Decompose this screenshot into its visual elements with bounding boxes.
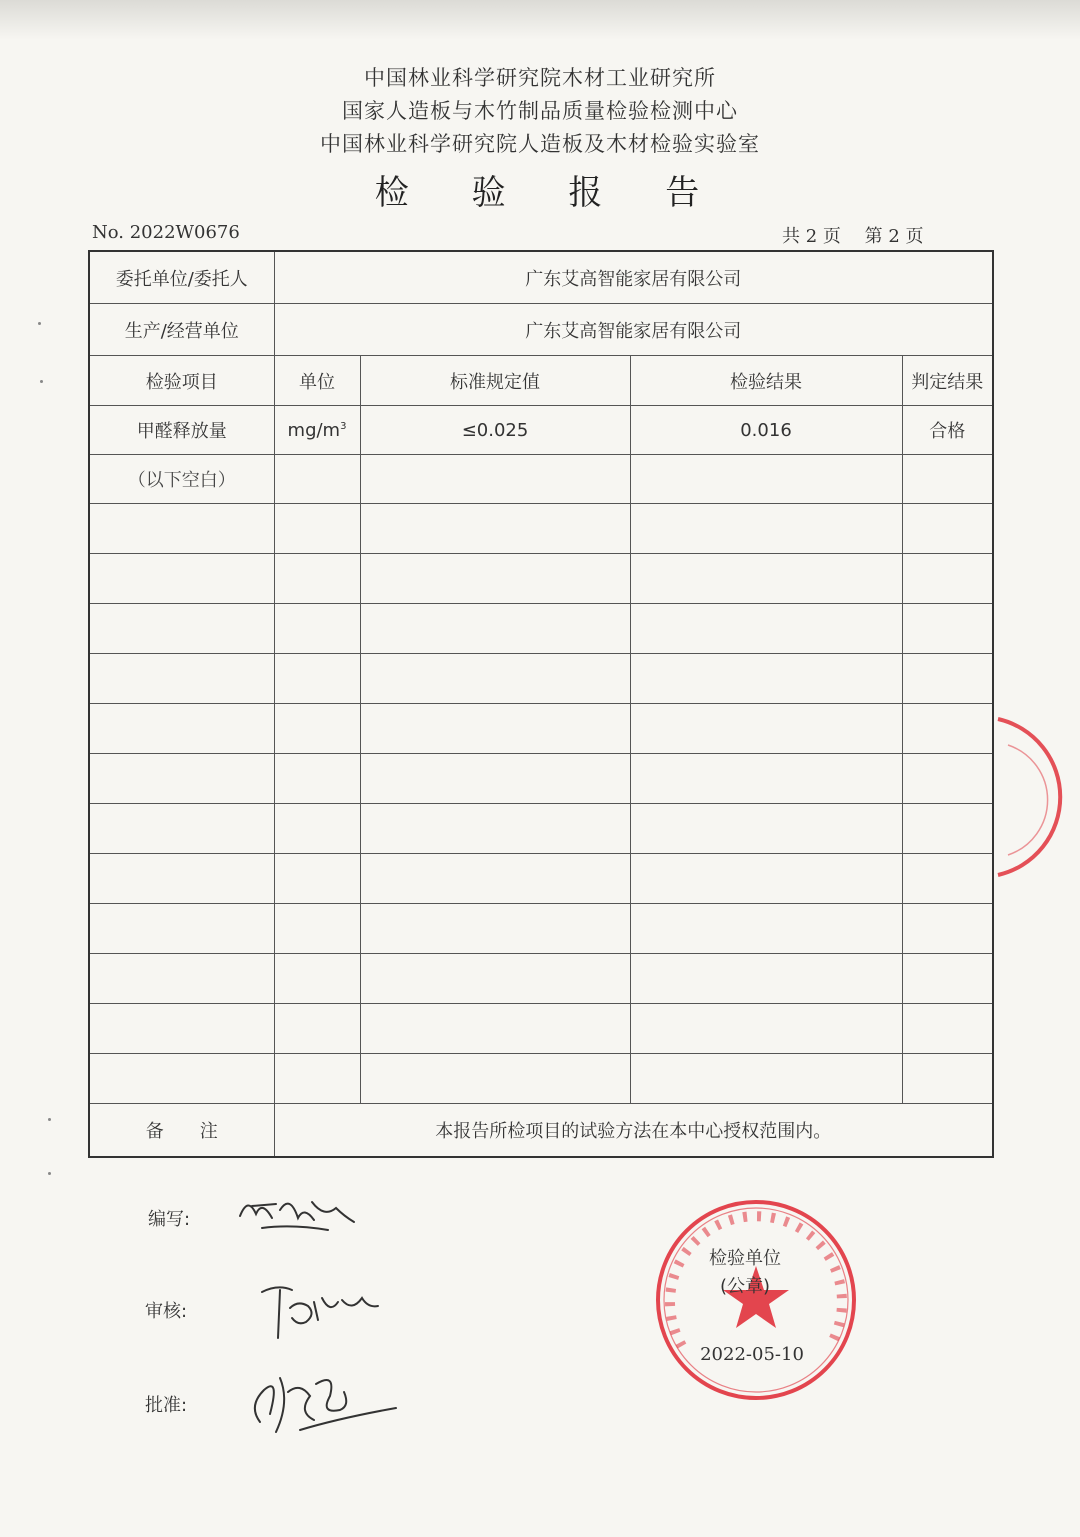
reviewer-signature: [252, 1278, 392, 1348]
remark-label: 备 注: [89, 1104, 274, 1158]
seal-inner-line-1: 检验单位: [709, 1248, 781, 1269]
table-header-row: [89, 356, 993, 406]
partial-seal-right: [994, 715, 1080, 885]
org-line-2: 国家人造板与木竹制品质量检验检测中心: [342, 99, 738, 123]
blank-row: [89, 854, 993, 904]
blank-row: [89, 504, 993, 554]
row-result: 0.016: [630, 406, 902, 455]
client-row: [89, 251, 993, 304]
prepared-by-label: 编写:: [148, 1209, 191, 1230]
scan-speck: [38, 322, 41, 325]
page-count: 共 2 页 第 2 页: [782, 226, 924, 247]
table-row: [89, 406, 993, 455]
blank-row: [89, 954, 993, 1004]
report-title: 检 验 报 告: [374, 173, 726, 213]
producer-label: 生产/经营单位: [89, 304, 274, 356]
row-item: 甲醛释放量: [89, 406, 274, 455]
table-row: [89, 455, 993, 504]
approver-signature: [240, 1362, 400, 1444]
client-value: 广东艾高智能家居有限公司: [274, 251, 993, 304]
scan-edge: [0, 0, 1080, 40]
remark-row: [89, 1104, 993, 1158]
blank-row: [89, 654, 993, 704]
scan-speck: [48, 1172, 51, 1175]
col-header-unit: 单位: [274, 356, 360, 406]
blank-row: [89, 704, 993, 754]
report-date: 2022-05-10: [700, 1344, 804, 1365]
col-header-item: 检验项目: [89, 356, 274, 406]
org-line-3: 中国林业科学研究院人造板及木材检验实验室: [320, 132, 760, 156]
prepared-signature: [232, 1188, 362, 1238]
blank-row: [89, 604, 993, 654]
row-unit: $mg/m^3$: [274, 406, 360, 455]
col-header-result: 检验结果: [630, 356, 902, 406]
blank-row: [89, 754, 993, 804]
seal-inner-line-2: (公章): [719, 1276, 771, 1297]
report-number: No. 2022W0676: [92, 222, 240, 243]
scan-speck: [40, 380, 43, 383]
official-seal: [652, 1196, 860, 1404]
col-header-standard: 标准规定值: [360, 356, 630, 406]
remark-value: 本报告所检项目的试验方法在本中心授权范围内。: [274, 1104, 993, 1158]
producer-row: [89, 304, 993, 356]
producer-value: 广东艾高智能家居有限公司: [274, 304, 993, 356]
report-table: [88, 250, 994, 1158]
client-label: 委托单位/委托人: [89, 251, 274, 304]
row-standard: ≤0.025: [360, 406, 630, 455]
row-judgement: 合格: [902, 406, 993, 455]
row-item: （以下空白）: [89, 455, 274, 504]
approved-by-label: 批准:: [145, 1395, 188, 1416]
reviewed-by-label: 审核:: [145, 1301, 188, 1322]
blank-row: [89, 1054, 993, 1104]
col-header-judgement: 判定结果: [902, 356, 993, 406]
blank-row: [89, 804, 993, 854]
org-line-1: 中国林业科学研究院木材工业研究所: [364, 66, 716, 90]
blank-row: [89, 904, 993, 954]
blank-row: [89, 554, 993, 604]
scan-speck: [48, 1118, 51, 1121]
blank-row: [89, 1004, 993, 1054]
